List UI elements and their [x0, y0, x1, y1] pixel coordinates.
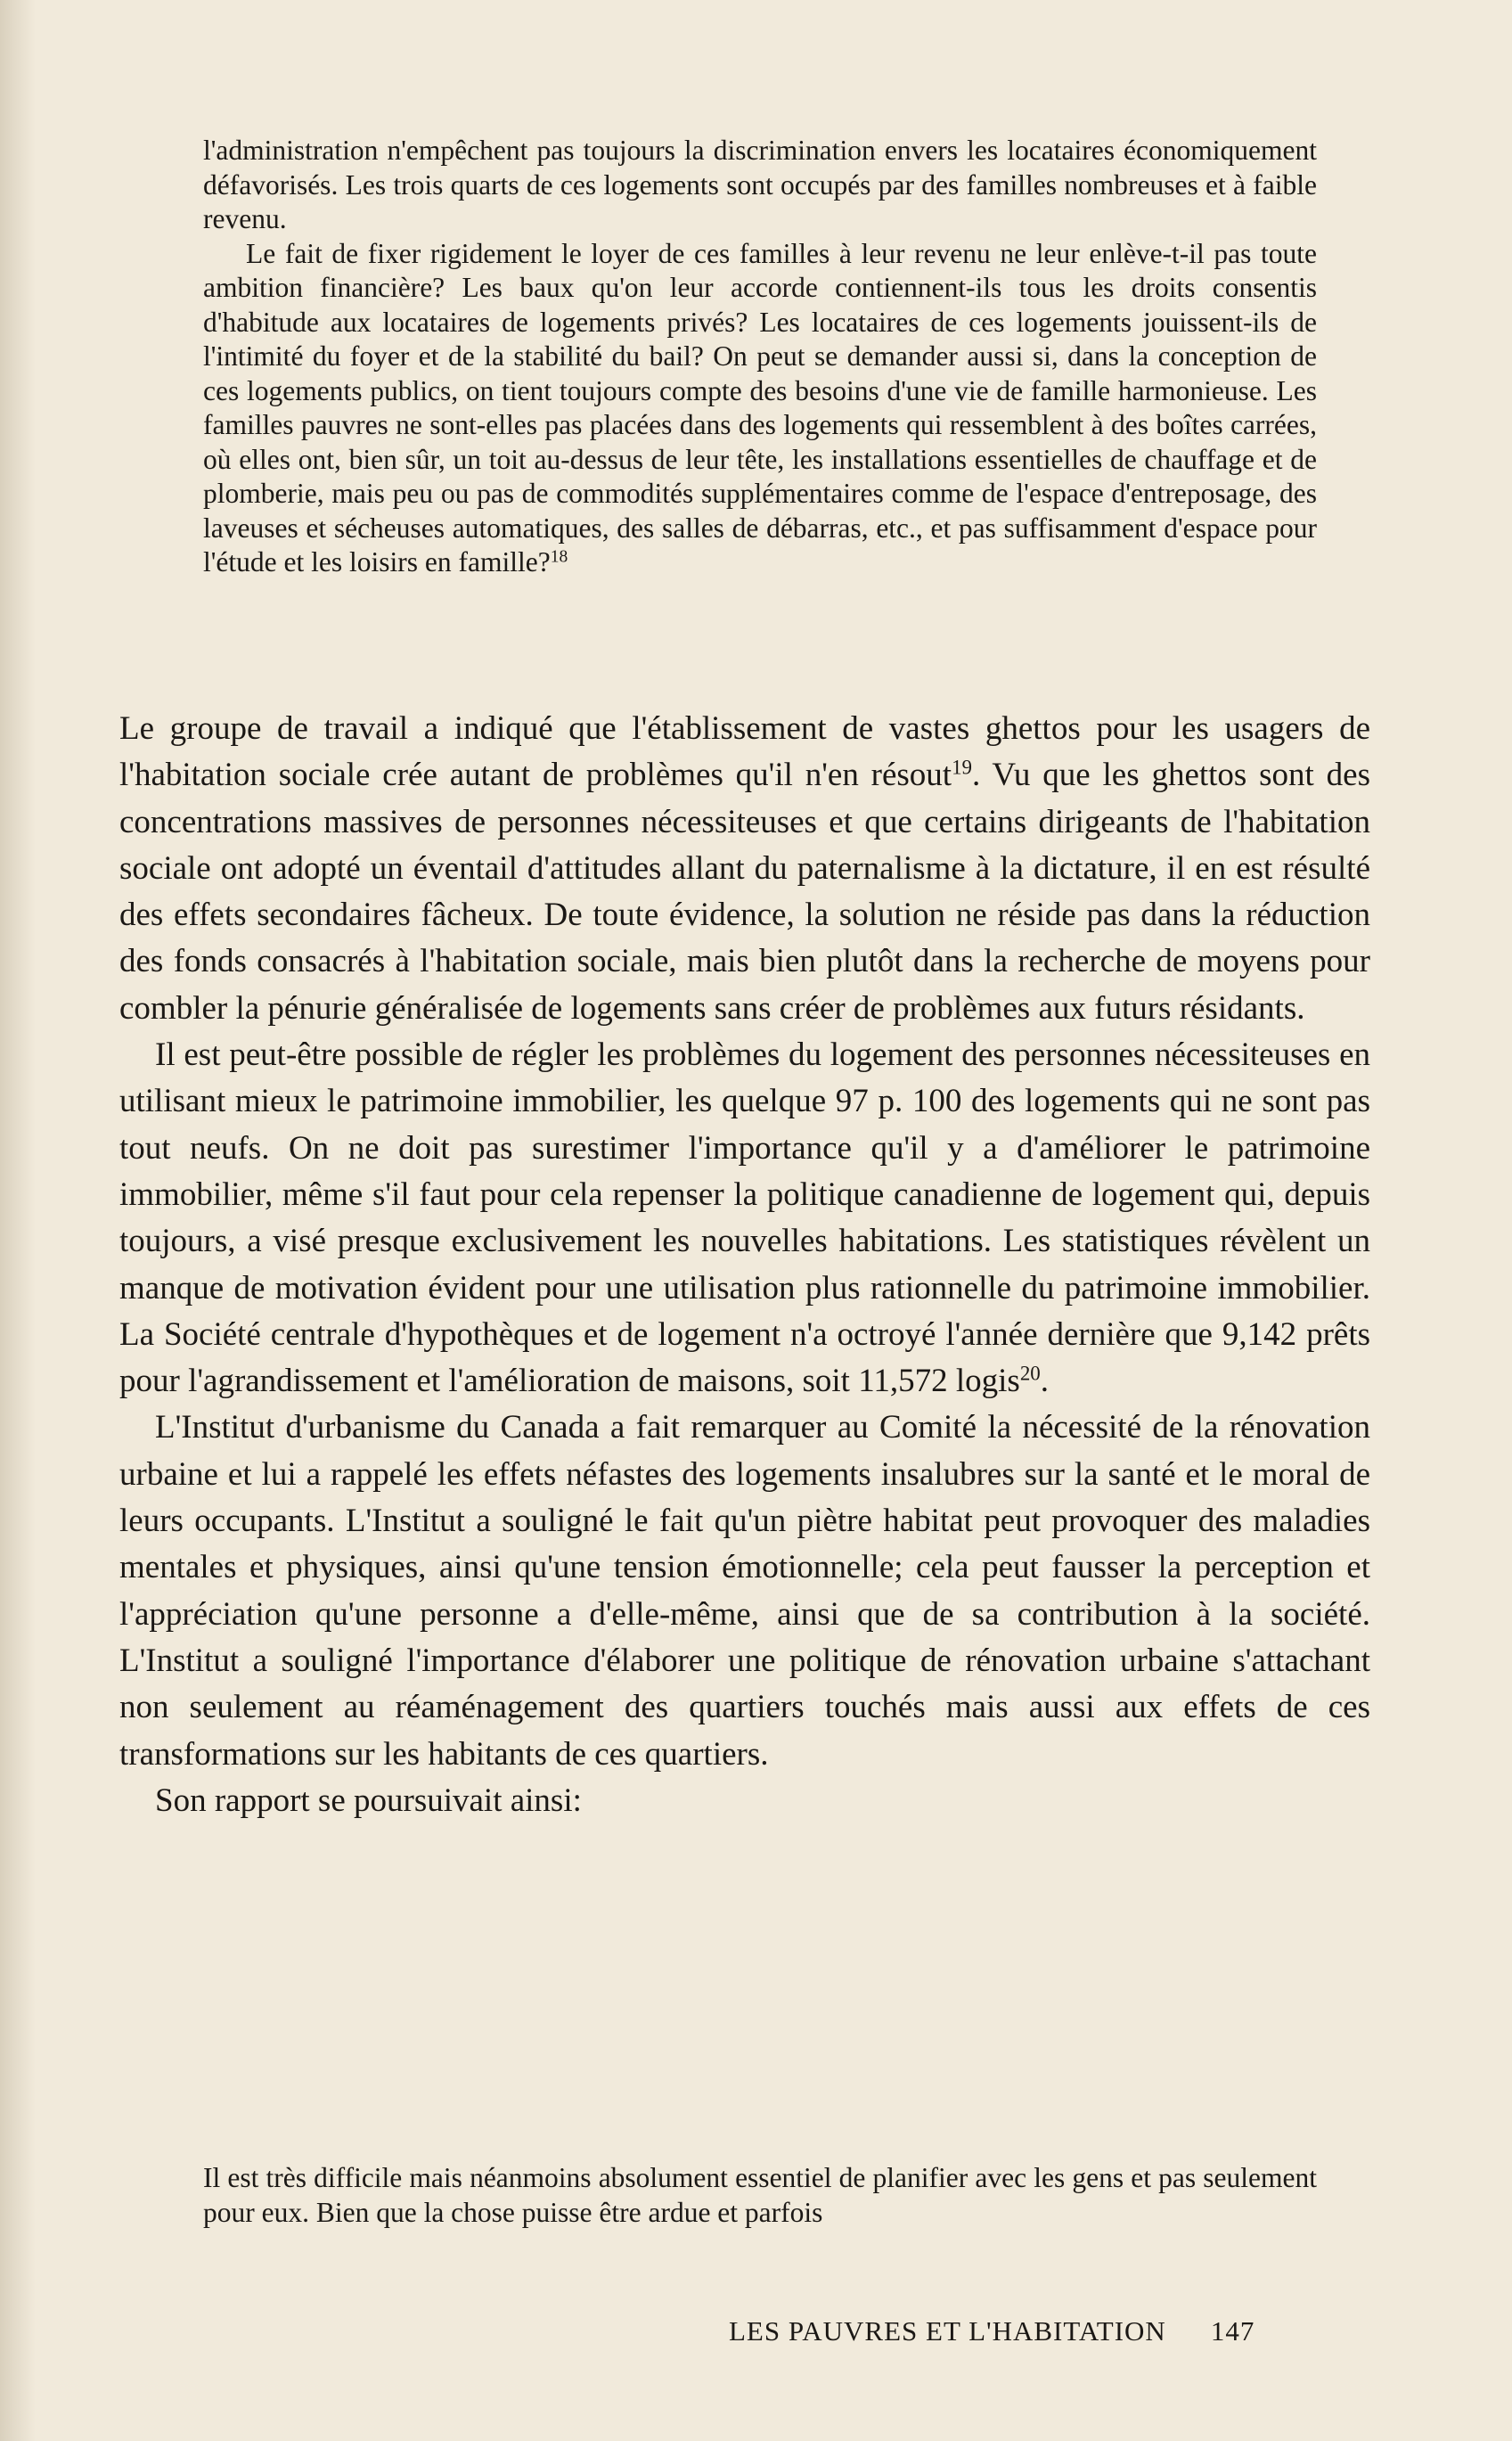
- body-paragraph: [119, 1032, 1370, 1405]
- body-text-run: . Vu que les ghettos sont des concentrations massives de personnes nécessiteuses et que certains dirigeants de l'habitation sociale ont adopté un éventail d'attitudes allant du paternalisme à la dictature, il en est résulté des effets secondaires fâcheux. De toute évidence, la solution ne réside pas dans la réduction des fonds consacrés à l'habitation sociale, mais bien plutôt dans la recherche de moyens pour combler la pénurie généralisée de logements sans créer de problèmes aux futurs résidants.: [119, 757, 1370, 1027]
- page-gutter-shadow: [0, 0, 36, 2441]
- body-paragraph: Son rapport se poursuivait ainsi:: [155, 1782, 582, 1819]
- quote-paragraph: [203, 237, 1317, 580]
- block-quote-bottom: [203, 2161, 1317, 2230]
- body-paragraph: [119, 706, 1370, 1032]
- footnote-marker: 19: [952, 756, 973, 779]
- body-paragraph: L'Institut d'urbanisme du Canada a fait remarquer au Comité la nécessité de la rénovation urbaine et lui a rappelé les effets néfastes des logements insalubres sur la santé et le moral de leurs occupants. L'Institut a souligné le fait qu'un piètre habitat peut provoquer des maladies mentales et physiques, ainsi qu'une tension émotionnelle; cela peut fausser la perception et l'appréciation qu'une personne a d'elle-même, ainsi que de sa contribution à la société. L'Institut a souligné l'importance d'élaborer une politique de rénovation urbaine s'attachant non seulement au réaménagement des quartiers touchés mais aussi aux effets de ces transformations sur les habitants de ces quartiers.: [119, 1409, 1370, 1773]
- page-footer: [729, 2315, 1255, 2347]
- block-quote-top: [203, 134, 1317, 580]
- quote-paragraph: l'administration n'empêchent pas toujours la discrimination envers les locataires économiquement défavorisés. Les trois quarts de ces logements sont occupés par des familles nombreuses et à faible revenu.: [203, 135, 1317, 234]
- page-number: 147: [1210, 2315, 1255, 2347]
- footnote-marker: 20: [1019, 1362, 1041, 1385]
- body-text-run: Le groupe de travail a indiqué que l'établissement de vastes ghettos pour les usagers de l'habitation sociale crée autant de problèmes qu'il n'en résout: [119, 710, 1370, 794]
- quote-text: Le fait de fixer rigidement le loyer de ces familles à leur revenu ne leur enlève-t-il pas toute ambition financière? Les baux qu'on leur accorde contiennent-ils tous les droits consentis d'habitude aux locataires de logements privés? Les locataires de ces logements jouissent-ils de l'intimité du foyer et de la stabilité du bail? On peut se demander aussi si, dans la conception de ces logements publics, on tient toujours compte des besoins d'une vie de famille harmonieuse. Les familles pauvres ne sont-elles pas placées dans des logements qui ressemblent à des boîtes carrées, où elles ont, bien sûr, un toit au-dessus de leur tête, les installations essentielles de chauffage et de plomberie, mais peu ou pas de commodités supplémentaires comme de l'espace d'entreposage, des laveuses et sécheuses automatiques, des salles de débarras, etc., et pas suffisamment d'espace pour l'étude et les loisirs en famille?: [203, 237, 1317, 577]
- quote-paragraph: Il est très difficile mais néanmoins absolument essentiel de planifier avec les gens et pas seulement pour eux. Bien que la chose puisse être ardue et parfois: [203, 2162, 1317, 2228]
- body-text: [119, 706, 1370, 1824]
- body-text-run: Il est peut-être possible de régler les problèmes du logement des personnes nécessiteuses en utilisant mieux le patrimoine immobilier, les quelque 97 p. 100 des logements qui ne sont pas tout neufs. On ne doit pas surestimer l'importance qu'il y a d'améliorer le patrimoine immobilier, même s'il faut pour cela repenser la politique canadienne de logement qui, depuis toujours, a visé presque exclusivement les nouvelles habitations. Les statistiques révèlent un manque de motivation évident pour une utilisation plus rationnelle du patrimoine immobilier. La Société centrale d'hypothèques et de logement n'a octroyé l'année dernière que 9,142 prêts pour l'agrandissement et l'amélioration de maisons, soit 11,572 logis: [119, 1036, 1370, 1400]
- running-title: LES PAUVRES ET L'HABITATION: [729, 2315, 1166, 2347]
- footnote-marker: 18: [550, 547, 568, 567]
- body-text-run: .: [1040, 1363, 1049, 1400]
